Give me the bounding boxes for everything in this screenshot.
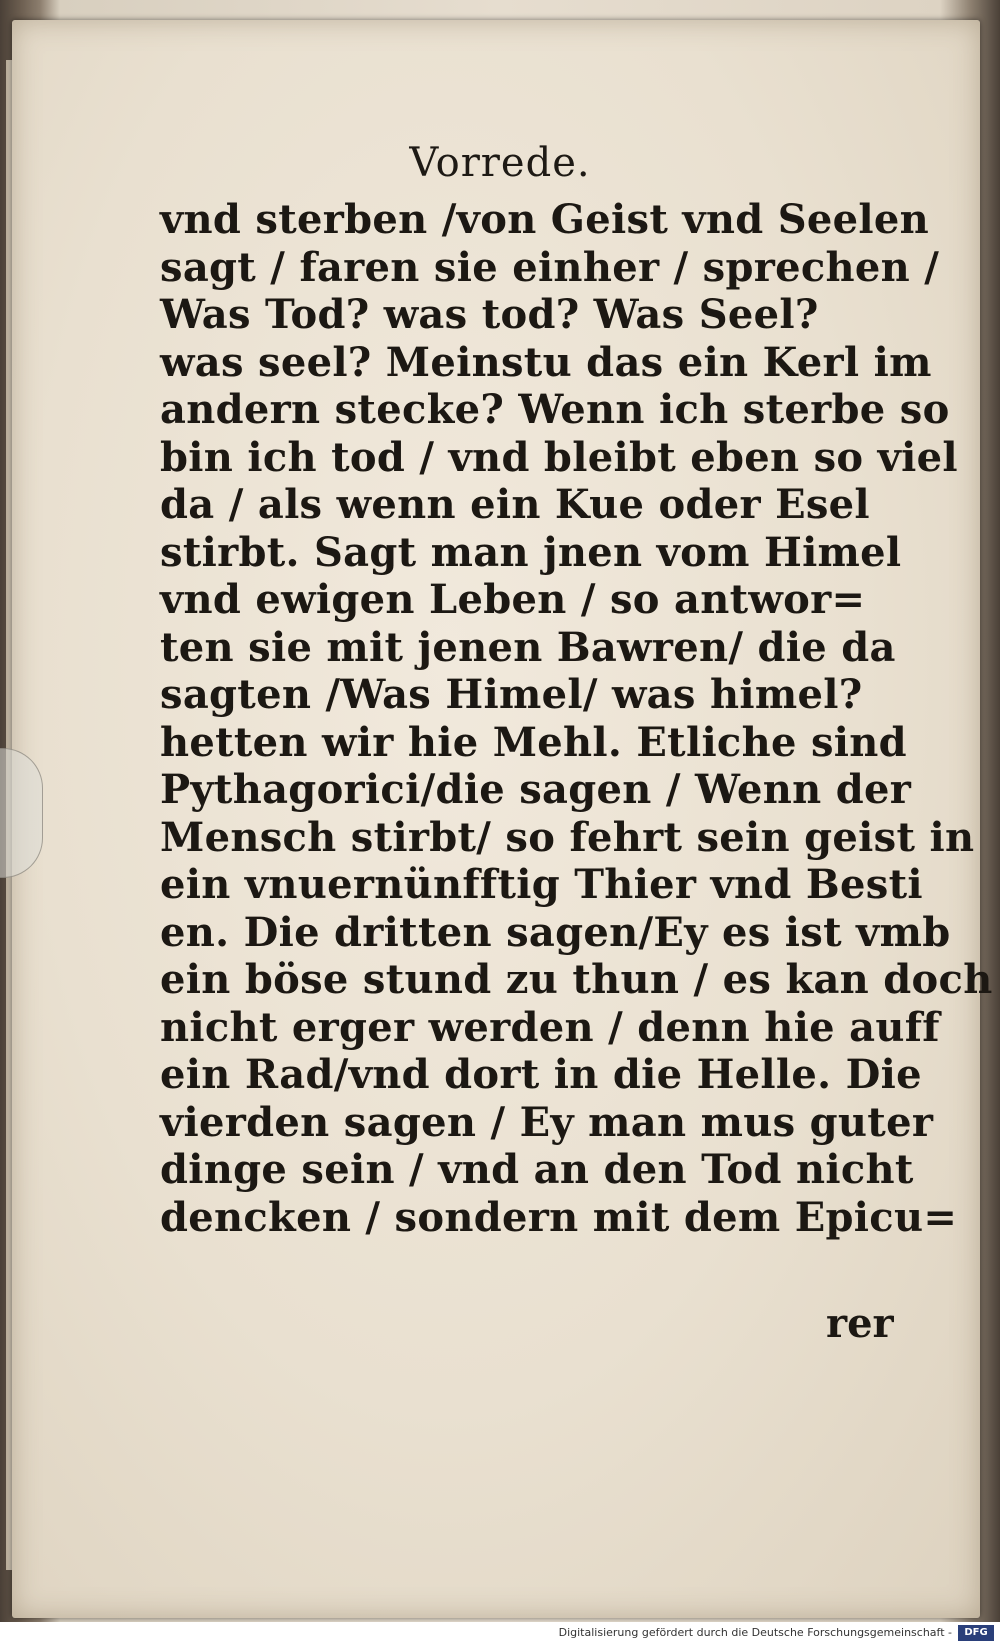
- text-line: ten sie mit jenen Bawren/ die da: [160, 623, 896, 671]
- text-line: dencken / sondern mit dem Epicu=: [160, 1193, 958, 1241]
- text-line: ein böse stund zu thun / es kan doch: [160, 956, 993, 1003]
- text-line: ein vnuernünfftig Thier vnd Besti: [160, 861, 923, 908]
- text-line: dinge sein / vnd an den Tod nicht: [160, 1146, 914, 1193]
- text-line: andern stecke? Wenn ich sterbe so: [160, 386, 950, 433]
- text-line: nicht erger werden / denn hie auff: [160, 1003, 940, 1051]
- digitization-footer: [0, 1622, 1000, 1645]
- page-header: Vorrede.: [409, 140, 591, 186]
- text-line: was seel? Meinstu das ein Kerl im: [160, 338, 932, 386]
- dfg-logo[interactable]: DFG: [958, 1625, 994, 1641]
- text-line: stirbt. Sagt man jnen vom Himel: [160, 528, 902, 576]
- text-line: sagten /Was Himel/ was himel?: [160, 671, 863, 718]
- text-line: ein Rad/vnd dort in die Helle. Die: [160, 1051, 922, 1098]
- clip-tab: [0, 748, 43, 878]
- text-line: vnd sterben /von Geist vnd Seelen: [160, 196, 930, 243]
- text-line: en. Die dritten sagen/Ey es ist vmb: [160, 908, 951, 956]
- text-line: Mensch stirbt/ so fehrt sein geist in: [160, 813, 975, 861]
- text-line: bin ich tod / vnd bleibt eben so viel: [160, 433, 958, 481]
- body-text: [160, 196, 993, 1241]
- footer-credit: Digitalisierung gefördert durch die Deutsche Forschungsgemeinschaft -: [558, 1626, 952, 1639]
- text-line: sagt / faren sie einher / sprechen /: [160, 243, 940, 291]
- catchword: rer: [826, 1300, 894, 1347]
- text-line: hetten wir hie Mehl. Etliche sind: [160, 718, 907, 766]
- text-line: da / als wenn ein Kue oder Esel: [160, 481, 870, 528]
- text-line: Pythagorici/die sagen / Wenn der: [160, 766, 912, 813]
- text-line: Was Tod? was tod? Was Seel?: [160, 291, 819, 338]
- text-line: vierden sagen / Ey man mus guter: [160, 1098, 934, 1146]
- text-line: vnd ewigen Leben / so antwor=: [160, 576, 866, 623]
